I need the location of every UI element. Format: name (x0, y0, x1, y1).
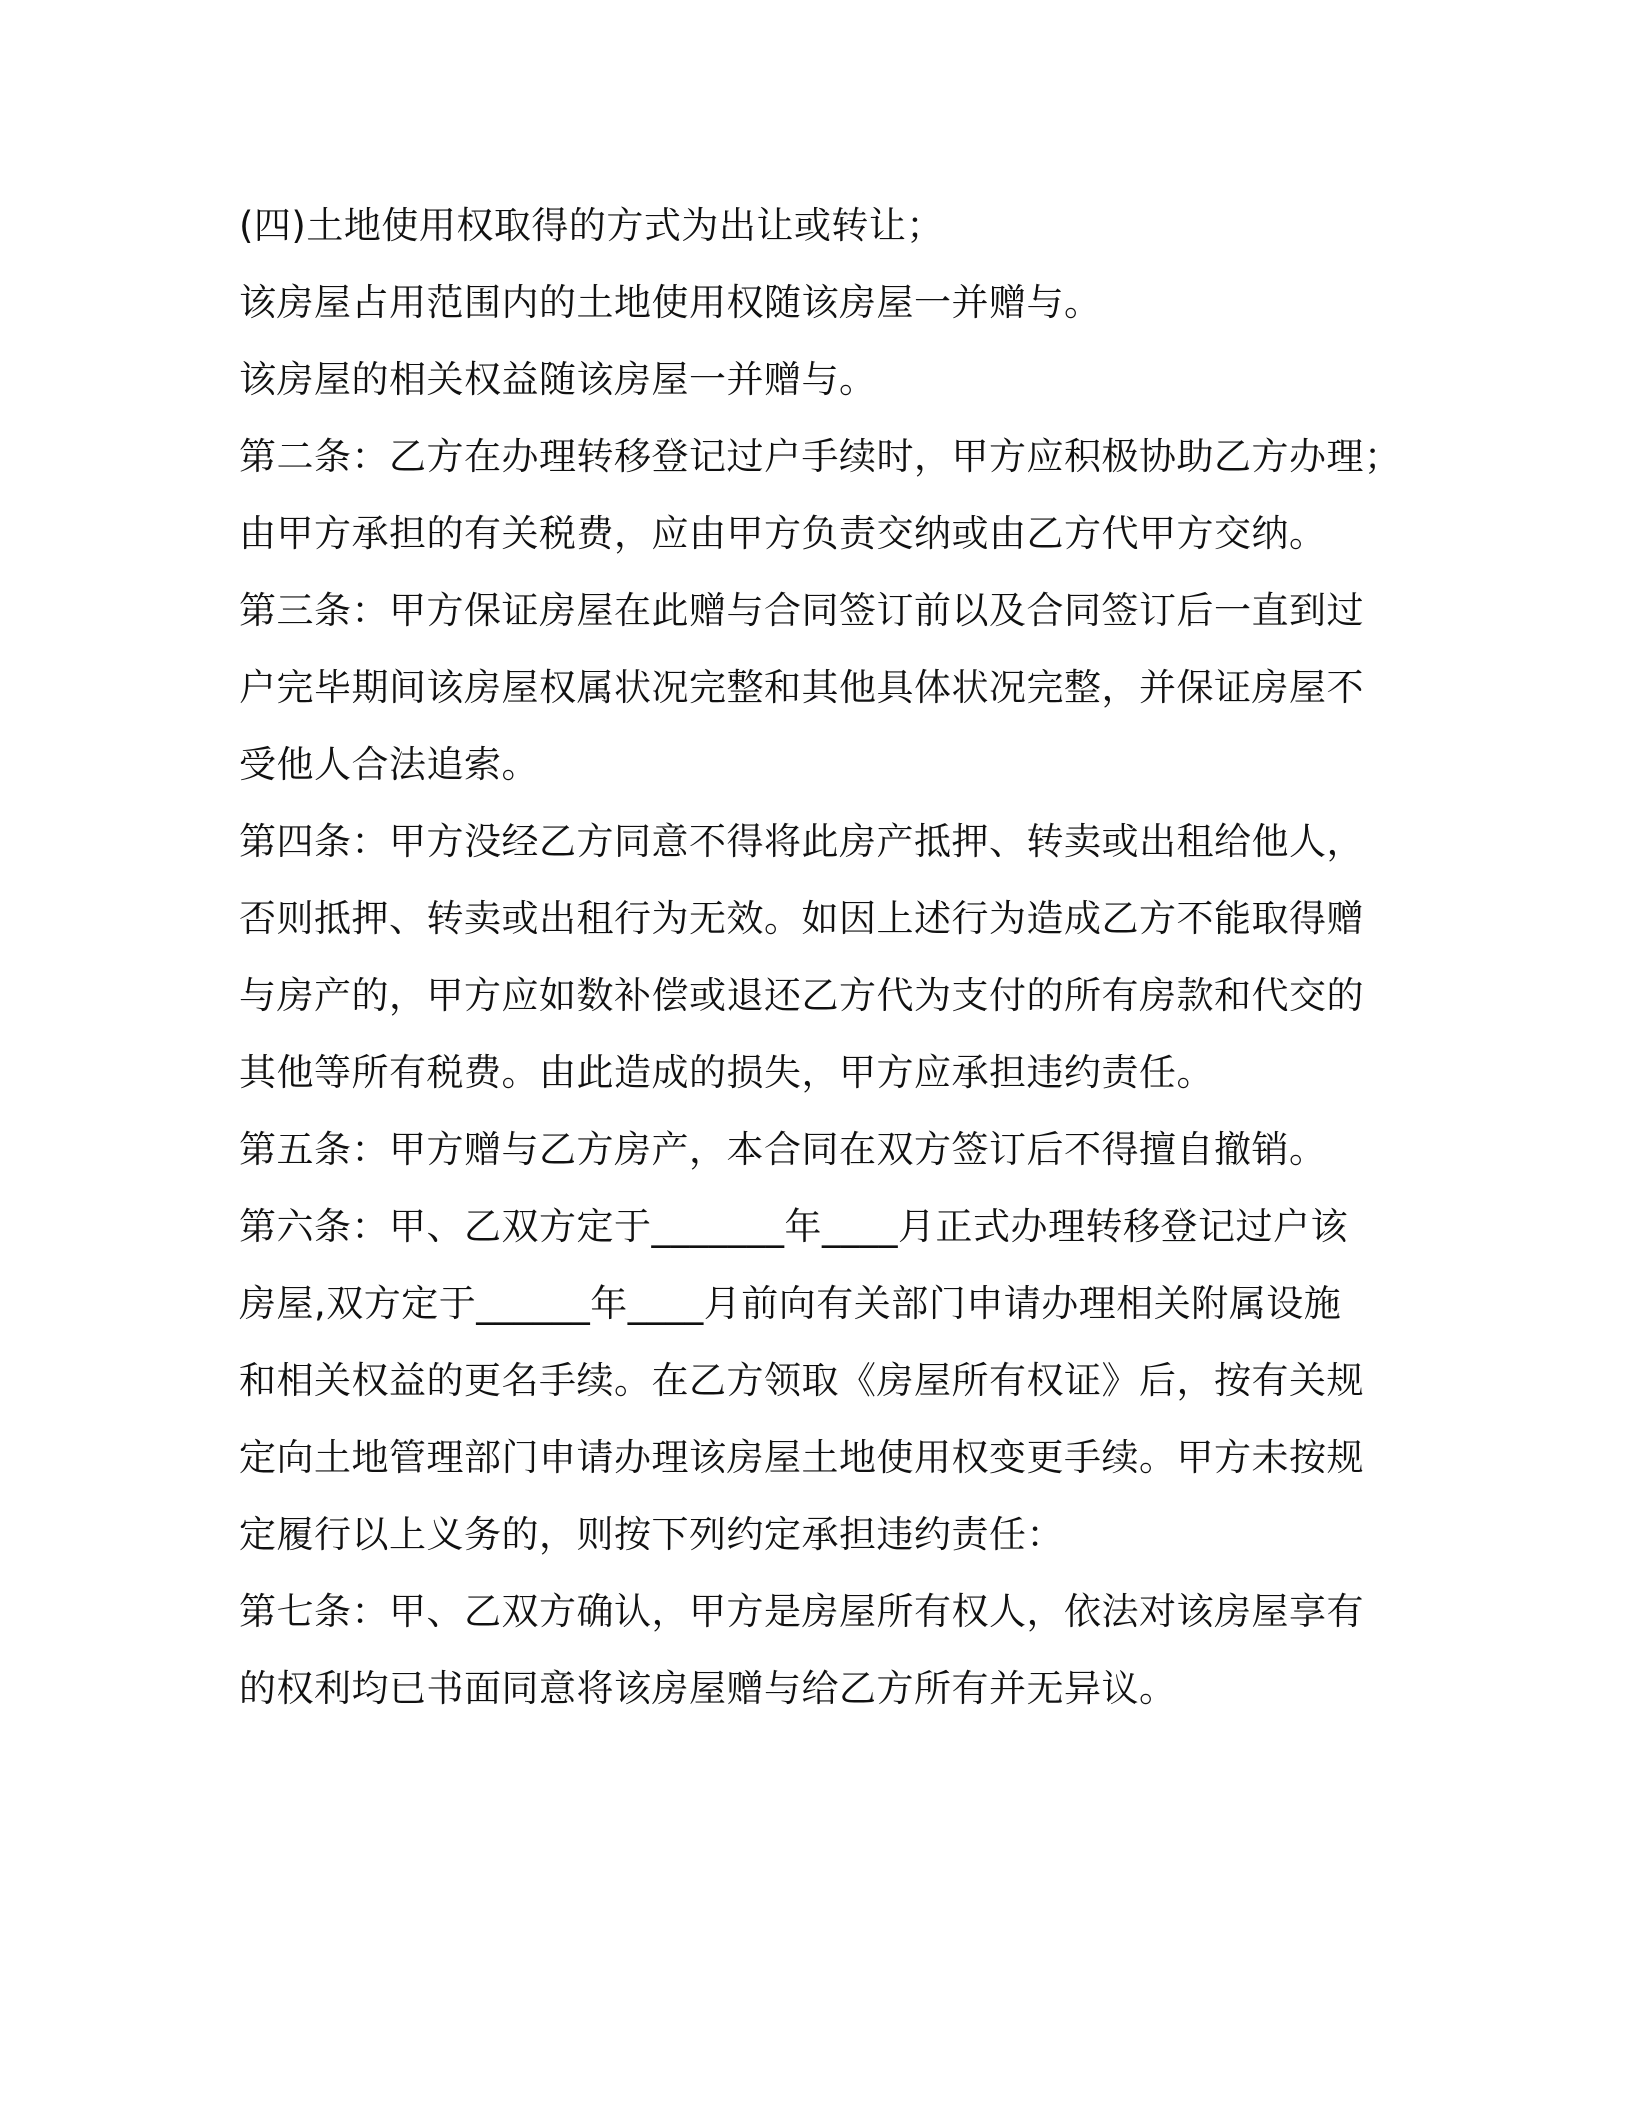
text-line: 的权利均已书面同意将该房屋赠与给乙方所有并无异议。 (239, 1667, 1177, 1710)
text-line: 第四条：甲方没经乙方同意不得将此房产抵押、转卖或出租给他人， (239, 820, 1364, 863)
contract-text (239, 187, 1402, 1727)
text-line: 第三条：甲方保证房屋在此赠与合同签订前以及合同签订后一直到过 (239, 589, 1364, 632)
text-line: 定履行以上义务的，则按下列约定承担违约责任： (239, 1513, 1064, 1556)
text-line: (四)土地使用权取得的方式为出让或转让； (239, 204, 944, 247)
text-line: 第二条：乙方在办理转移登记过户手续时，甲方应积极协助乙方办理； (239, 435, 1402, 478)
text-line: 和相关权益的更名手续。在乙方领取《房屋所有权证》后，按有关规 (239, 1359, 1364, 1402)
text-line: 该房屋的相关权益随该房屋一并赠与。 (239, 358, 877, 401)
text-line: 受他人合法追索。 (239, 743, 539, 786)
text-line: 由甲方承担的有关税费，应由甲方负责交纳或由乙方代甲方交纳。 (239, 512, 1327, 555)
text-line: 否则抵押、转卖或出租行为无效。如因上述行为造成乙方不能取得赠 (239, 897, 1364, 940)
text-line: 第六条：甲、乙双方定于_______年____月正式办理转移登记过户该 (239, 1205, 1348, 1248)
text-line: 房屋,双方定于______年____月前向有关部门申请办理相关附属设施 (239, 1282, 1342, 1325)
text-line: 户完毕期间该房屋权属状况完整和其他具体状况完整，并保证房屋不 (239, 666, 1364, 709)
text-line: 其他等所有税费。由此造成的损失，甲方应承担违约责任。 (239, 1051, 1214, 1094)
text-line: 第七条：甲、乙双方确认，甲方是房屋所有权人，依法对该房屋享有 (239, 1590, 1364, 1633)
text-line: 第五条：甲方赠与乙方房产，本合同在双方签订后不得擅自撤销。 (239, 1128, 1327, 1171)
text-line: 定向土地管理部门申请办理该房屋土地使用权变更手续。甲方未按规 (239, 1436, 1364, 1479)
text-line: 与房产的，甲方应如数补偿或退还乙方代为支付的所有房款和代交的 (239, 974, 1364, 1017)
text-line: 该房屋占用范围内的土地使用权随该房屋一并赠与。 (239, 281, 1102, 324)
